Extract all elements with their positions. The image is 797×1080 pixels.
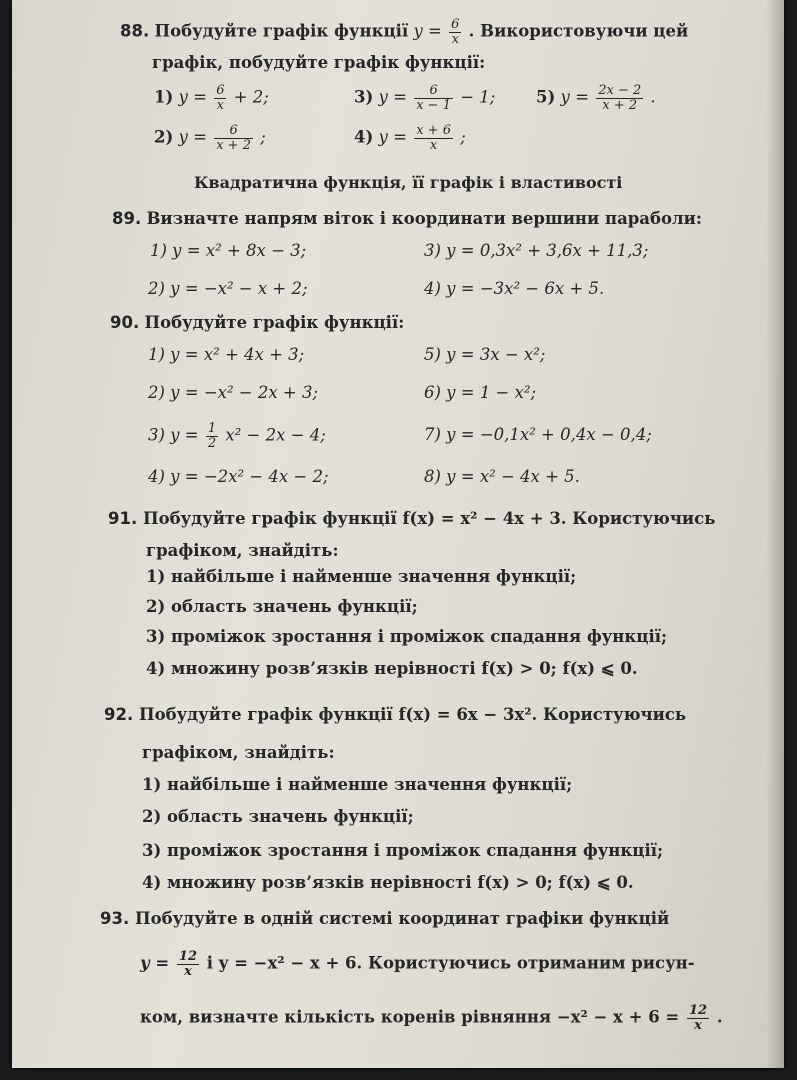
task-93-line-2: y = $\frac{12}{x}$ і y = −x² − x + 6. Користуючись отриманим рисун- — [140, 949, 695, 979]
task-91-item-4: 4) множину розв’язків нерівності f(x) > 0; f(x) ⩽ 0. — [146, 659, 638, 678]
task-91-item-3: 3) проміжок зростання і проміжок спадання функції; — [146, 627, 668, 646]
task-88-item-1: 1) y = $\frac{6}{x}$ + 2; — [154, 83, 269, 113]
task-89-item-3: 3) y = 0,3x² + 3,6x + 11,3; — [424, 241, 649, 260]
task-90-item-7: 7) y = −0,1x² + 0,4x − 0,4; — [424, 425, 652, 444]
task-89-item-2: 2) y = −x² − x + 2; — [148, 279, 308, 298]
task-92-item-1: 1) найбільше і найменше значення функції; — [142, 775, 573, 794]
task-91-line-1: 91. Побудуйте графік функції f(x) = x² − 4x + 3. Користуючись — [108, 509, 716, 528]
task-92-item-4: 4) множину розв’язків нерівності f(x) > 0; f(x) ⩽ 0. — [142, 873, 634, 892]
task-92-line-2: графіком, знайдіть: — [142, 743, 335, 762]
task-91-item-1: 1) найбільше і найменше значення функції; — [146, 567, 577, 586]
task-91-line-2: графіком, знайдіть: — [146, 541, 339, 560]
task-90-item-1: 1) y = x² + 4x + 3; — [148, 345, 305, 364]
task-89-item-1: 1) y = x² + 8x − 3; — [150, 241, 307, 260]
task-88-item-3: 3) y = $\frac{6}{x - 1}$ − 1; — [354, 83, 496, 113]
textbook-page — [12, 0, 784, 1068]
fraction-6-over-x: $\frac{6}{x}$ — [451, 17, 460, 47]
task-90-item-8: 8) y = x² − 4x + 5. — [424, 467, 580, 486]
task-90-item-3: 3) y = $\frac{1}{2}$ x² − 2x − 4; — [148, 421, 326, 451]
task-88-item-2: 2) y = $\frac{6}{x + 2}$ ; — [154, 123, 266, 153]
task-92-item-2: 2) область значень функції; — [142, 807, 414, 826]
section-heading: Квадратична функція, її графік і властивості — [194, 173, 623, 192]
task-92-item-3: 3) проміжок зростання і проміжок спадання функції; — [142, 841, 664, 860]
page-spine-shadow — [766, 0, 784, 1068]
task-88-item-5: 5) y = $\frac{2x - 2}{x + 2}$ . — [536, 83, 656, 113]
task-88-line-1: 88. Побудуйте графік функції y = $\frac{6}{x}$ . Використовуючи цей — [120, 17, 689, 47]
task-90-item-5: 5) y = 3x − x²; — [424, 345, 546, 364]
task-93-line-1: 93. Побудуйте в одній системі координат графіки функцій — [100, 909, 670, 928]
task-90-item-4: 4) y = −2x² − 4x − 2; — [148, 467, 329, 486]
task-91-item-2: 2) область значень функції; — [146, 597, 418, 616]
task-93-line-3: ком, визначте кількість коренів рівняння −x² − x + 6 = $\frac{12}{x}$ . — [140, 1003, 723, 1033]
task-90-item-2: 2) y = −x² − 2x + 3; — [148, 383, 319, 402]
task-90-line-1: 90. Побудуйте графік функції: — [110, 313, 405, 332]
task-88-line-2: графік, побудуйте графік функції: — [152, 53, 486, 72]
task-90-item-6: 6) y = 1 − x²; — [424, 383, 537, 402]
task-92-line-1: 92. Побудуйте графік функції f(x) = 6x − 3x². Користуючись — [104, 705, 687, 724]
task-89-item-4: 4) y = −3x² − 6x + 5. — [424, 279, 605, 298]
task-89-line-1: 89. Визначте напрям віток і координати вершини параболи: — [112, 209, 702, 228]
task-88-item-4: 4) y = $\frac{x + 6}{x}$ ; — [354, 123, 466, 153]
